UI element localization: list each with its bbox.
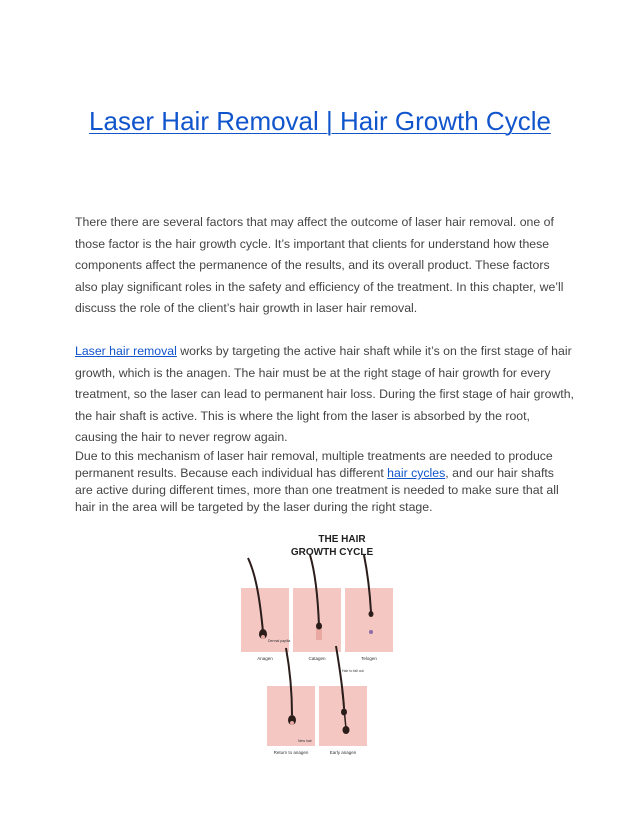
- intro-paragraph: There there are several factors that may affect the outcome of laser hair removal. one of those factor is the hair growth cycle. It’s important that clients for understand how these components affect the permanence of the results, and its overall product. These factors also play significant roles in the safety and efficiency of the treatment. In this chapter, we’ll discuss the role of the client’s hair growth in laser hair removal.: [75, 215, 564, 315]
- dermal-papilla-label: Dermal papilla: [268, 639, 291, 643]
- hair-growth-cycle-illustration: [238, 530, 398, 762]
- figure-title-line-2: GROWTH CYCLE: [290, 547, 374, 558]
- telogen-panel: [345, 555, 393, 661]
- treatments-paragraph: [75, 448, 575, 516]
- laser-hair-removal-link[interactable]: Laser hair removal: [75, 344, 177, 358]
- early-anagen-label: Early anagen: [329, 750, 357, 755]
- page-title[interactable]: Laser Hair Removal | Hair Growth Cycle: [89, 106, 551, 136]
- anagen-label: Anagen: [257, 656, 273, 661]
- catagen-label: Catagen: [308, 656, 326, 661]
- new-hair-label: New hair: [298, 739, 312, 743]
- return-to-anagen-label: Return to anagen: [273, 750, 309, 755]
- anagen-panel: [241, 558, 290, 661]
- catagen-panel: [293, 555, 341, 661]
- mechanism-paragraph-text: works by targeting the active hair shaft while it’s on the first stage of hair growth, which is the anagen. The hair must be at the right stage of hair growth for every treatment, so the laser can lead to permanent hair loss. During the first stage of hair growth, the hair shaft is active. This is where the light from the laser is absorbed by the root, causing the hair to never regrow again.: [75, 344, 574, 445]
- mechanism-paragraph: [75, 341, 575, 449]
- early-anagen-panel: [319, 646, 367, 755]
- figure-title-line-1: THE HAIR: [318, 534, 366, 545]
- treatments-text-after: , and our hair shafts are active during different times, more than one treatment is needed to make sure that all hair in the area will be targeted by the laser during the right stage.: [75, 466, 559, 514]
- hair-growth-cycle-figure: [238, 530, 398, 762]
- treatments-text-before: Due to this mechanism of laser hair removal, multiple treatments are needed to produce permanent results. Because each individual has different: [75, 449, 553, 480]
- hair-to-fall-out-label: Hair to fall out: [342, 669, 364, 673]
- return-to-anagen-panel: [267, 648, 315, 755]
- telogen-label: Telogen: [361, 656, 377, 661]
- hair-cycles-link[interactable]: hair cycles: [387, 466, 446, 480]
